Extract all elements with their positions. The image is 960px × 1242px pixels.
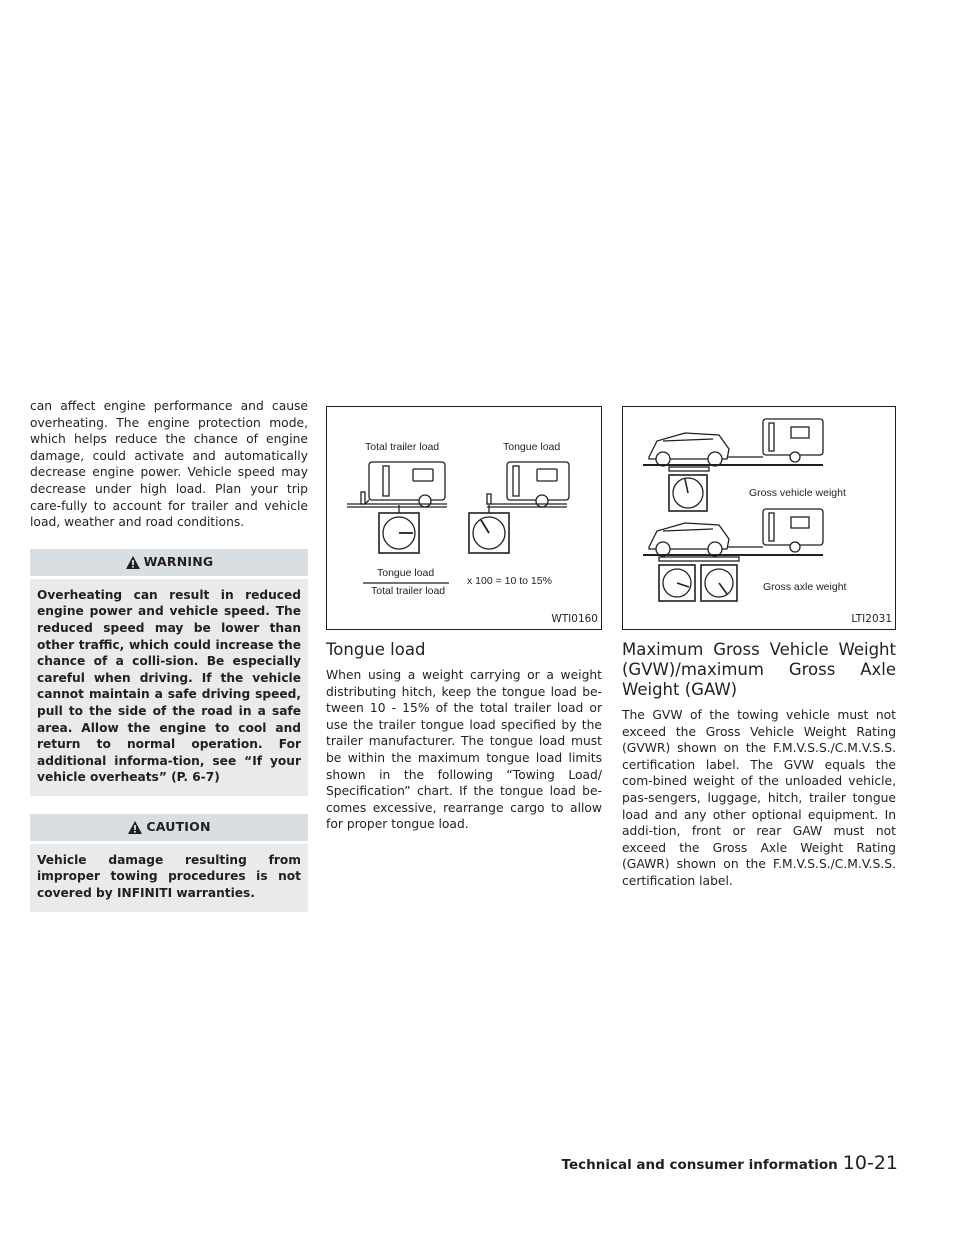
column-middle [326,406,602,833]
caution-box [30,814,308,912]
fraction-denominator: Total trailer load [371,585,446,597]
gvw-paragraph: The GVW of the towing vehicle must not exceed the Gross Vehicle Weight Rating (GVWR) shown on the F.M.V.S.S./C.M.V.S.S. certification label. The GVW equals the com-bined weight of the unloaded vehicle, pas-sengers, luggage, hitch, trailer tongue load and any other optional equipment. In addi-tion, front or rear GAW must not exceed the Gross Axle Weight Rating (GAWR) shown on the F.M.V.S.S./C.M.V.S.S. certification label. [622,708,896,888]
warning-text: Overheating can result in reduced engine power and vehicle speed. The reduced speed may be lower than other traffic, which could increase the chance of a colli-sion. Be especially careful when driving. If the vehicle cannot maintain a safe driving speed, pull to the side of the road in a safe area. Allow the engine to cool and return to normal operation. For additional informa-tion, see “If your vehicle overheats” (P. 6-7) [30,576,308,796]
column-right [622,406,896,890]
tongue-load-figure [326,406,602,630]
caution-title: CAUTION [146,819,211,835]
caution-text: Vehicle damage resulting from improper towing procedures is not covered by INFINITI warranties. [30,841,308,912]
gross-vehicle-weight-label: Gross vehicle weight [749,487,846,499]
caution-header [30,814,308,841]
warning-triangle-icon [125,555,141,570]
tongue-formula: x 100 = 10 to 15% [467,575,552,587]
intro-paragraph: can affect engine performance and cause overheating. The engine protection mode, which helps reduce the chance of engine damage, could activate and automatically decrease engine power. Vehicle speed may decrease under high load. Plan your trip care-fully to account for trailer and vehicle load, weather and road conditions. [30,399,308,530]
gross-axle-weight-label: Gross axle weight [763,581,847,593]
tongue-load-paragraph: When using a weight carrying or a weight distributing hitch, keep the tongue load be-tween 10 - 15% of the total trailer load or use the trailer tongue load specified by the trailer manufacturer. The tongue load must be within the maximum tongue load limits shown in the following “Towing Load/ Specification” chart. If the tongue load be-comes excessive, rearrange cargo to allow for proper tongue load. [326,668,602,832]
page-number: 10-21 [842,1152,898,1174]
warning-box [30,549,308,796]
total-trailer-load-label: Total trailer load [365,441,440,453]
footer-section-title: Technical and consumer information [561,1157,838,1173]
gross-weight-illustration [623,407,895,629]
gvw-heading: Maximum Gross Vehicle Weight (GVW)/maximum Gross Axle Weight (GAW) [622,640,896,699]
page-footer [562,1152,898,1174]
tongue-load-label: Tongue load [503,441,561,453]
tongue-load-heading: Tongue load [326,640,426,659]
caution-triangle-icon [127,820,143,835]
fraction-numerator: Tongue load [377,567,435,579]
warning-header [30,549,308,576]
gross-weight-figure [622,406,896,630]
warning-title: WARNING [143,553,214,569]
figure-code: WTI0160 [551,613,598,626]
column-left [30,398,308,912]
figure-code: LTI2031 [851,613,892,626]
